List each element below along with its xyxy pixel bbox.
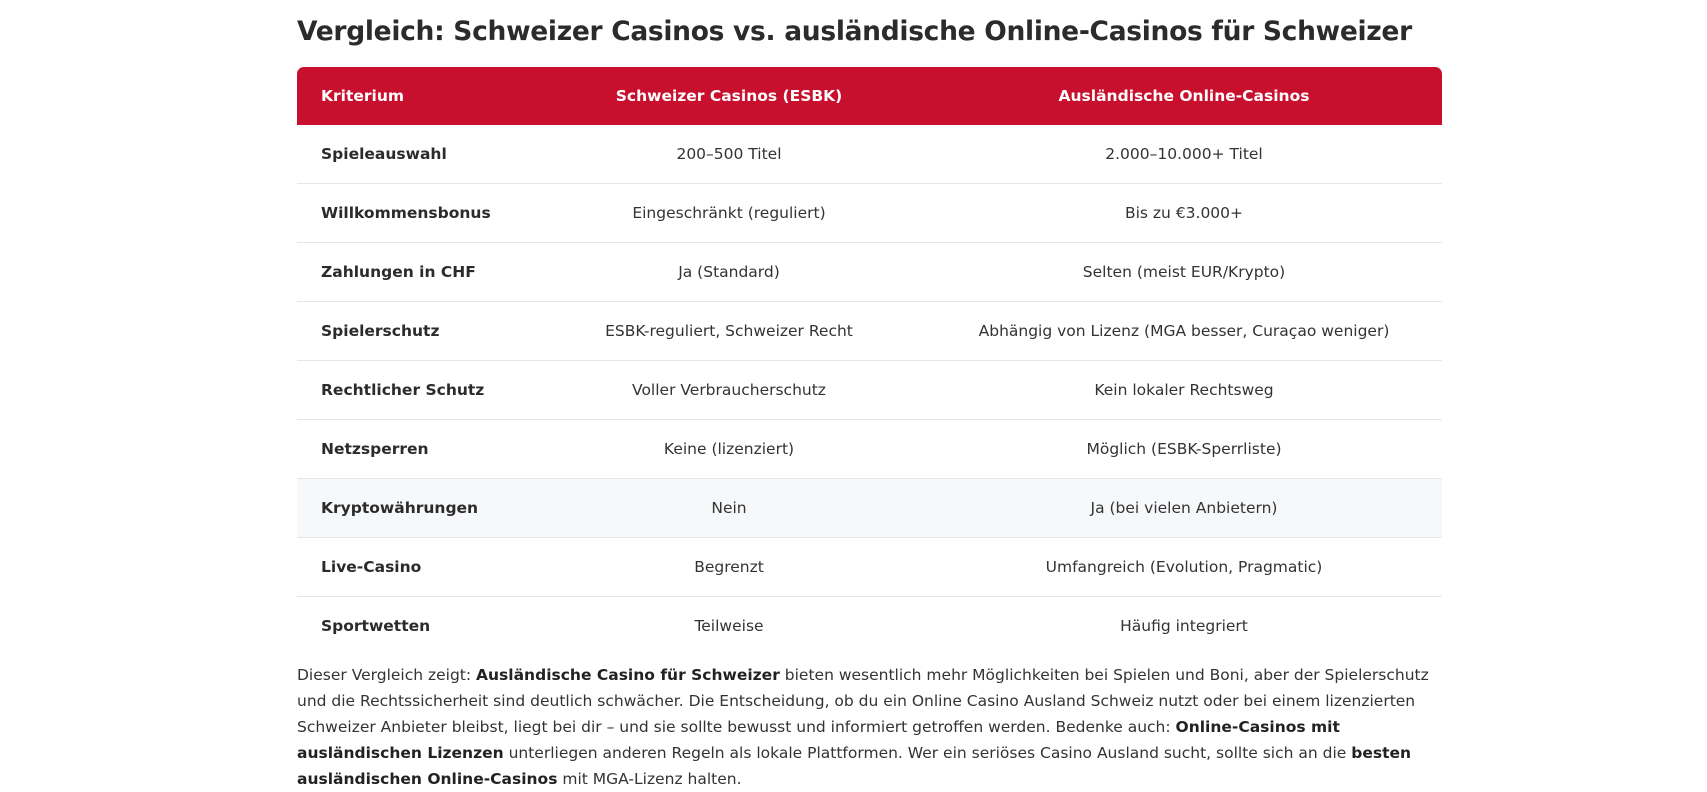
table-row xyxy=(297,420,1442,479)
row-swiss-value: Ja (Standard) xyxy=(532,243,926,302)
row-criterion: Live-Casino xyxy=(297,538,532,597)
row-foreign-value: Bis zu €3.000+ xyxy=(926,184,1442,243)
summary-text: Dieser Vergleich zeigt: xyxy=(297,666,477,684)
row-swiss-value: Nein xyxy=(532,479,926,538)
table-body xyxy=(297,125,1442,655)
summary-paragraph xyxy=(297,662,1442,792)
summary-text: mit MGA-Lizenz halten. xyxy=(557,770,742,788)
table-row xyxy=(297,125,1442,184)
table-row xyxy=(297,184,1442,243)
summary-emphasis: besten ausländischen Online-Casinos xyxy=(297,744,1412,788)
row-swiss-value: 200–500 Titel xyxy=(532,125,926,184)
summary-text: bieten wesentlich mehr Möglichkeiten bei Spielen und Boni, aber der Spielerschutz und die Rechtssicherheit sind deutlich schwächer. Die Entscheidung, ob du ein Online Casino Ausland Schweiz nutzt oder bei einem lizenzierten Schweizer Anbieter bleibst, liegt bei dir – und sie sollte bewusst und informiert getroffen werden. Bedenke auch: xyxy=(297,666,1429,736)
row-swiss-value: Keine (lizenziert) xyxy=(532,420,926,479)
table-row xyxy=(297,243,1442,302)
page-title: Vergleich: Schweizer Casinos vs. ausländische Online-Casinos für Schweizer xyxy=(297,16,1412,47)
row-criterion: Spieleauswahl xyxy=(297,125,532,184)
table-header xyxy=(297,67,1442,125)
row-criterion: Zahlungen in CHF xyxy=(297,243,532,302)
row-foreign-value: 2.000–10.000+ Titel xyxy=(926,125,1442,184)
row-swiss-value: Eingeschränkt (reguliert) xyxy=(532,184,926,243)
table-row xyxy=(297,597,1442,655)
row-criterion: Sportwetten xyxy=(321,617,431,635)
summary-emphasis: Ausländische Casino für Schweizer xyxy=(476,666,780,684)
row-swiss-value: Begrenzt xyxy=(532,538,926,597)
row-swiss-value: Teilweise xyxy=(694,617,764,635)
row-foreign-value: Ja (bei vielen Anbietern) xyxy=(926,479,1442,538)
row-criterion: Netzsperren xyxy=(297,420,532,479)
row-foreign-value: Abhängig von Lizenz (MGA besser, Curaçao weniger) xyxy=(926,302,1442,361)
header-criterion: Kriterium xyxy=(297,67,532,125)
row-foreign-value: Umfangreich (Evolution, Pragmatic) xyxy=(926,538,1442,597)
row-foreign-value: Selten (meist EUR/Krypto) xyxy=(926,243,1442,302)
header-row xyxy=(297,67,1442,125)
row-foreign-value: Kein lokaler Rechtsweg xyxy=(926,361,1442,420)
table-row xyxy=(297,302,1442,361)
table-row-hovered xyxy=(297,479,1442,538)
row-criterion: Willkommensbonus xyxy=(297,184,532,243)
table-row xyxy=(297,361,1442,420)
row-foreign-value: Häufig integriert xyxy=(1120,617,1248,635)
row-swiss-value: ESBK-reguliert, Schweizer Recht xyxy=(532,302,926,361)
row-criterion: Rechtlicher Schutz xyxy=(297,361,532,420)
header-swiss-casinos: Schweizer Casinos (ESBK) xyxy=(532,67,926,125)
summary-text: unterliegen anderen Regeln als lokale Plattformen. Wer ein seriöses Casino Ausland sucht, sollte sich an die xyxy=(503,744,1352,762)
row-criterion: Spielerschutz xyxy=(297,302,532,361)
row-swiss-value: Voller Verbraucherschutz xyxy=(532,361,926,420)
row-foreign-value: Möglich (ESBK-Sperrliste) xyxy=(926,420,1442,479)
row-criterion: Kryptowährungen xyxy=(297,479,532,538)
summary-emphasis: Online-Casinos mit ausländischen Lizenzen xyxy=(297,718,1340,762)
header-foreign-casinos: Ausländische Online-Casinos xyxy=(926,67,1442,125)
comparison-table xyxy=(297,67,1442,655)
table-row xyxy=(297,538,1442,597)
